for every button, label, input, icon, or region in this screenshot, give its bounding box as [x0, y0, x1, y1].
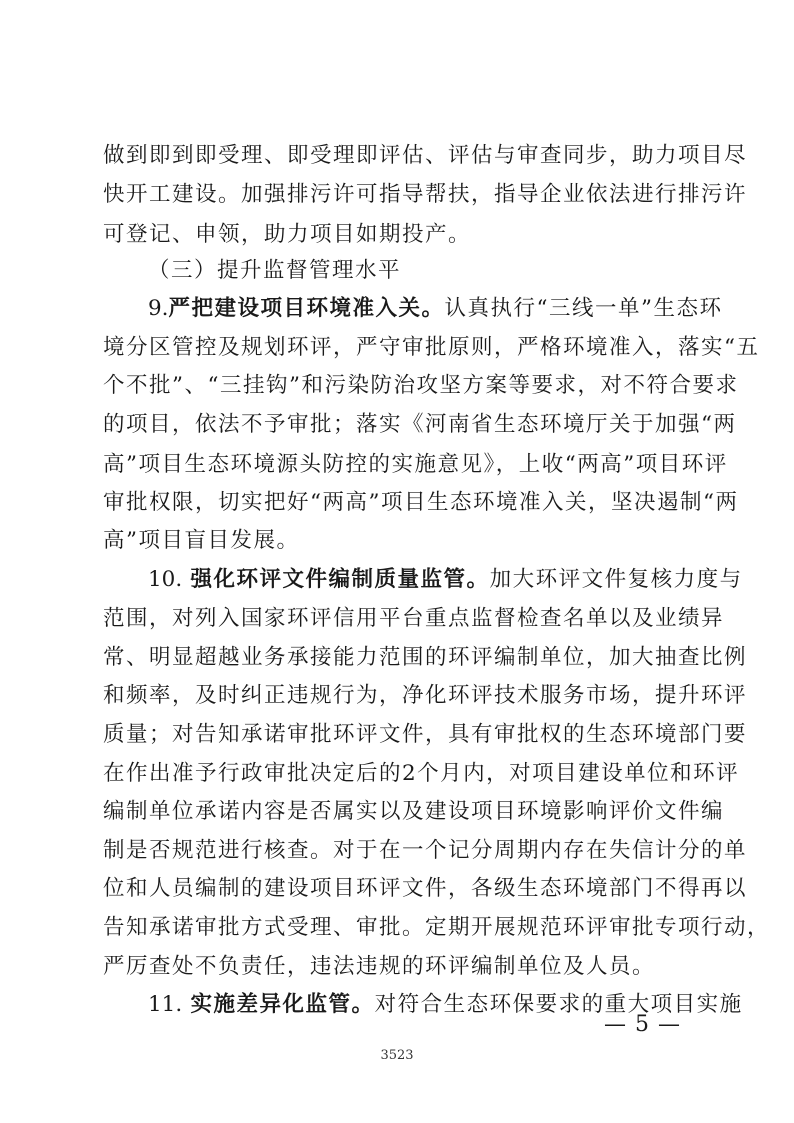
body-line: 编制单位承诺内容是否属实以及建设项目环境影响评价文件编 — [103, 799, 725, 824]
body-line: 制是否规范进行核查。对于在一个记分周期内存在失信计分的单 — [103, 838, 748, 863]
item-11-text: 对符合生态环保要求的重大项目实施 — [374, 992, 743, 1017]
item-9-title: 严把建设项目环境准入关。 — [168, 296, 445, 321]
item-9-text: 认真执行“三线一单”生态环 — [444, 296, 723, 321]
body-line: 审批权限，切实把好“两高”项目生态环境准入关，坚决遏制“两 — [103, 490, 739, 515]
body-line: 高”项目盲目发展。 — [103, 528, 300, 553]
item-9-number: 9. — [148, 296, 169, 321]
item-10-text: 加大环评文件复核力度与 — [489, 567, 743, 592]
item-9-first-line — [148, 294, 723, 324]
document-code: 3523 — [380, 1048, 414, 1063]
body-line: 个不批”、“三挂钩”和污染防治攻坚方案等要求，对不符合要求 — [103, 373, 739, 398]
body-line: 严厉查处不负责任，违法违规的环评编制单位及人员。 — [103, 954, 656, 979]
body-line: 高”项目生态环境源头防控的实施意见》，上收“两高”项目环评 — [103, 452, 728, 477]
body-line: 可登记、申领，助力项目如期投产。 — [103, 222, 472, 247]
body-line: 的项目，依法不予审批；落实《河南省生态环境厅关于加强“两 — [103, 412, 737, 437]
body-line: 位和人员编制的建设项目环评文件，各级生态环境部门不得再以 — [103, 876, 748, 901]
body-line: 境分区管控及规划环评，严守审批原则，严格环境准入，落实“五 — [103, 335, 760, 360]
item-10-number: 10. — [148, 567, 183, 592]
section-heading: （三）提升监督管理水平 — [148, 258, 402, 283]
body-line: 常、明显超越业务承接能力范围的环评编制单位，加大抽查比例 — [103, 645, 748, 670]
body-line: 告知承诺审批方式受理、审批。定期开展规范环评审批专项行动， — [103, 915, 771, 940]
item-11-title: 实施差异化监管。 — [190, 992, 375, 1017]
body-line: 快开工建设。加强排污许可指导帮扶，指导企业依法进行排污许 — [103, 182, 748, 207]
body-line: 范围，对列入国家环评信用平台重点监督检查名单以及业绩异 — [103, 606, 725, 631]
body-line: 质量；对告知承诺审批环评文件，具有审批权的生态环境部门要 — [103, 722, 748, 747]
body-line: 和频率，及时纠正违规行为，净化环评技术服务市场，提升环评 — [103, 683, 748, 708]
body-line: 在作出准予行政审批决定后的2个月内，对项目建设单位和环评 — [103, 761, 740, 786]
item-11-number: 11. — [148, 992, 183, 1017]
item-10-title: 强化环评文件编制质量监管。 — [190, 567, 490, 592]
page-number: — 5 — — [604, 1012, 681, 1037]
body-line: 做到即到即受理、即受理即评估、评估与审查同步，助力项目尽 — [103, 143, 748, 168]
item-10-first-line — [148, 565, 743, 595]
